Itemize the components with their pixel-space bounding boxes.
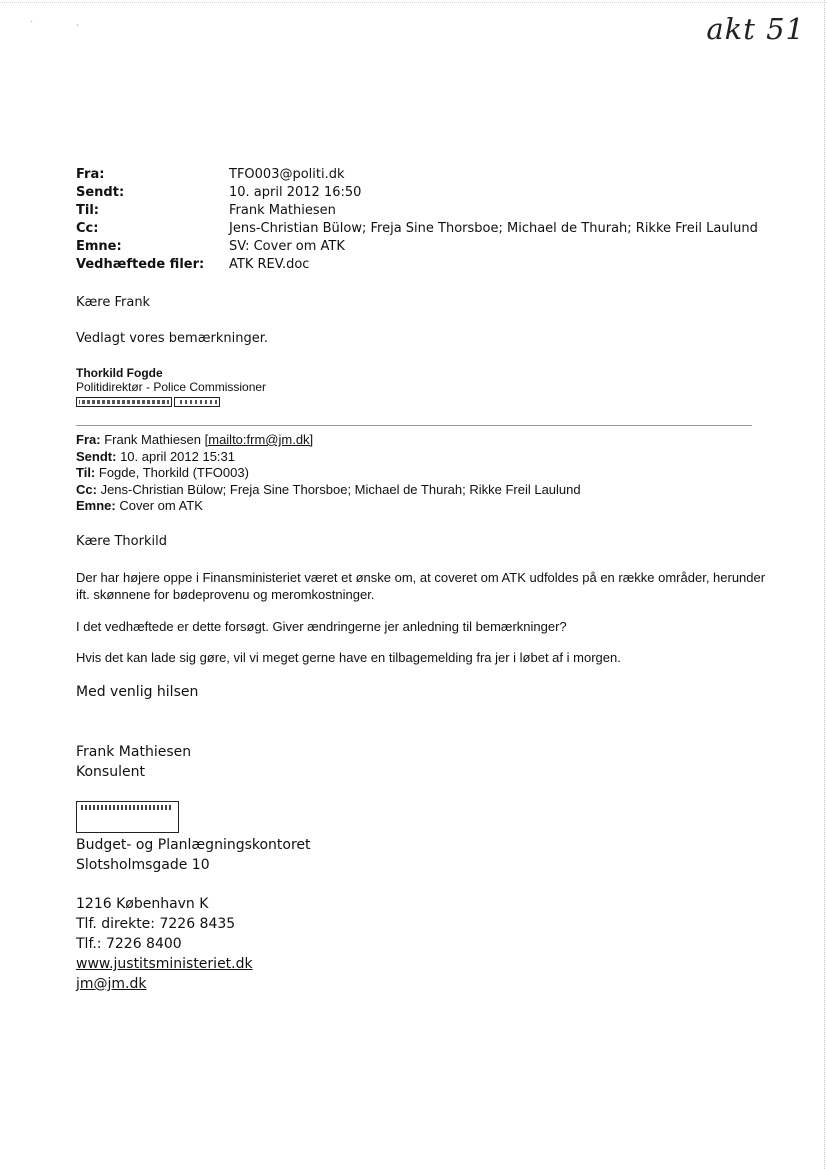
- email-link[interactable]: jm@jm.dk: [76, 976, 147, 992]
- reply-body: Vedlagt vores bemærkninger.: [76, 331, 268, 346]
- mailto-link[interactable]: [mailto:frm@jm.dk]: [204, 432, 314, 447]
- header-label: Fra:: [76, 167, 105, 182]
- signature-name-block: [76, 742, 191, 782]
- header-value: SV: Cover om ATK: [229, 239, 345, 254]
- closing: Med venlig hilsen: [76, 684, 199, 700]
- fwd-row-cc: [76, 482, 581, 499]
- original-paragraph: Hvis det kan lade sig gøre, vil vi meget gerne have en tilbagemelding fra jer i løbet af i morgen.: [76, 650, 621, 665]
- fwd-label: Sendt:: [76, 448, 117, 464]
- header-row-sent: [76, 184, 758, 202]
- redacted-logo: [76, 801, 179, 833]
- reply-sender-name: Thorkild Fogde: [76, 366, 163, 380]
- fwd-row-sent: [76, 449, 581, 466]
- redacted-contact-info: [76, 397, 172, 407]
- handwritten-document-number: akt 51: [706, 12, 805, 46]
- fwd-value: Frank Mathiesen: [104, 432, 205, 447]
- original-salutation: Kære Thorkild: [76, 534, 167, 549]
- signature-city: 1216 København K: [76, 896, 209, 912]
- signature-office-block: [76, 835, 311, 875]
- reply-salutation: Kære Frank: [76, 295, 151, 310]
- scan-edge-top: [0, 2, 827, 4]
- fwd-label: Cc:: [76, 481, 97, 497]
- header-value: Jens-Christian Bülow; Freja Sine Thorsboe; Michael de Thurah; Rikke Freil Laulund: [229, 221, 758, 236]
- header-value: TFO003@politi.dk: [229, 167, 345, 182]
- header-row-subject: [76, 238, 758, 256]
- redacted-logo-text: [81, 805, 173, 810]
- original-paragraph: Der har højere oppe i Finansministeriet været et ønske om, at coveret om ATK udfoldes på en række områder, herunder ift. skønnene for bødeprovenu og meromkostninger.: [76, 570, 766, 602]
- fwd-row-subject: [76, 498, 581, 515]
- fwd-value: 10. april 2012 15:31: [120, 448, 236, 464]
- message-divider: [76, 425, 752, 426]
- header-row-from: [76, 166, 758, 184]
- header-value: Frank Mathiesen: [229, 203, 336, 218]
- fwd-label: Emne:: [76, 498, 116, 513]
- header-label: Emne:: [76, 239, 122, 254]
- signature-phone-direct: Tlf. direkte: 7226 8435: [76, 916, 236, 932]
- reply-sender-title: Politidirektør - Police Commissioner: [76, 380, 267, 394]
- signature-title: Konsulent: [76, 764, 145, 780]
- header-label: Vedhæftede filer:: [76, 257, 205, 272]
- header-value: ATK REV.doc: [229, 257, 310, 272]
- header-row-attachments: [76, 256, 758, 274]
- fwd-value: Cover om ATK: [119, 498, 203, 513]
- header-label: Til:: [76, 203, 99, 218]
- fwd-value: Jens-Christian Bülow; Freja Sine Thorsboe; Michael de Thurah; Rikke Freil Laulund: [100, 481, 581, 497]
- signature-phone: Tlf.: 7226 8400: [76, 936, 182, 952]
- header-row-to: [76, 202, 758, 220]
- fwd-row-from: [76, 432, 581, 449]
- website-link[interactable]: www.justitsministeriet.dk: [76, 956, 253, 972]
- fwd-label: Til:: [76, 465, 96, 480]
- signature-office: Budget- og Planlægningskontoret: [76, 837, 311, 853]
- original-paragraph: I det vedhæftede er dette forsøgt. Giver ændringerne jer anledning til bemærkninger?: [76, 619, 567, 634]
- header-value: 10. april 2012 16:50: [229, 185, 362, 200]
- scan-speck: ·: [30, 16, 34, 27]
- scan-speck: ˋ: [76, 24, 80, 35]
- fwd-row-to: [76, 465, 581, 482]
- email-header-table: [76, 166, 758, 274]
- forwarded-header: [76, 432, 581, 515]
- signature-name: Frank Mathiesen: [76, 744, 192, 760]
- signature-street: Slotsholmsgade 10: [76, 857, 210, 873]
- scan-edge-right: [823, 0, 825, 1169]
- fwd-value: Fogde, Thorkild (TFO003): [98, 465, 249, 480]
- header-row-cc: [76, 220, 758, 238]
- redacted-contact-info: [174, 397, 220, 407]
- header-label: Cc:: [76, 221, 99, 236]
- signature-contact-block: [76, 894, 253, 994]
- header-label: Sendt:: [76, 185, 125, 200]
- fwd-label: Fra:: [76, 432, 101, 447]
